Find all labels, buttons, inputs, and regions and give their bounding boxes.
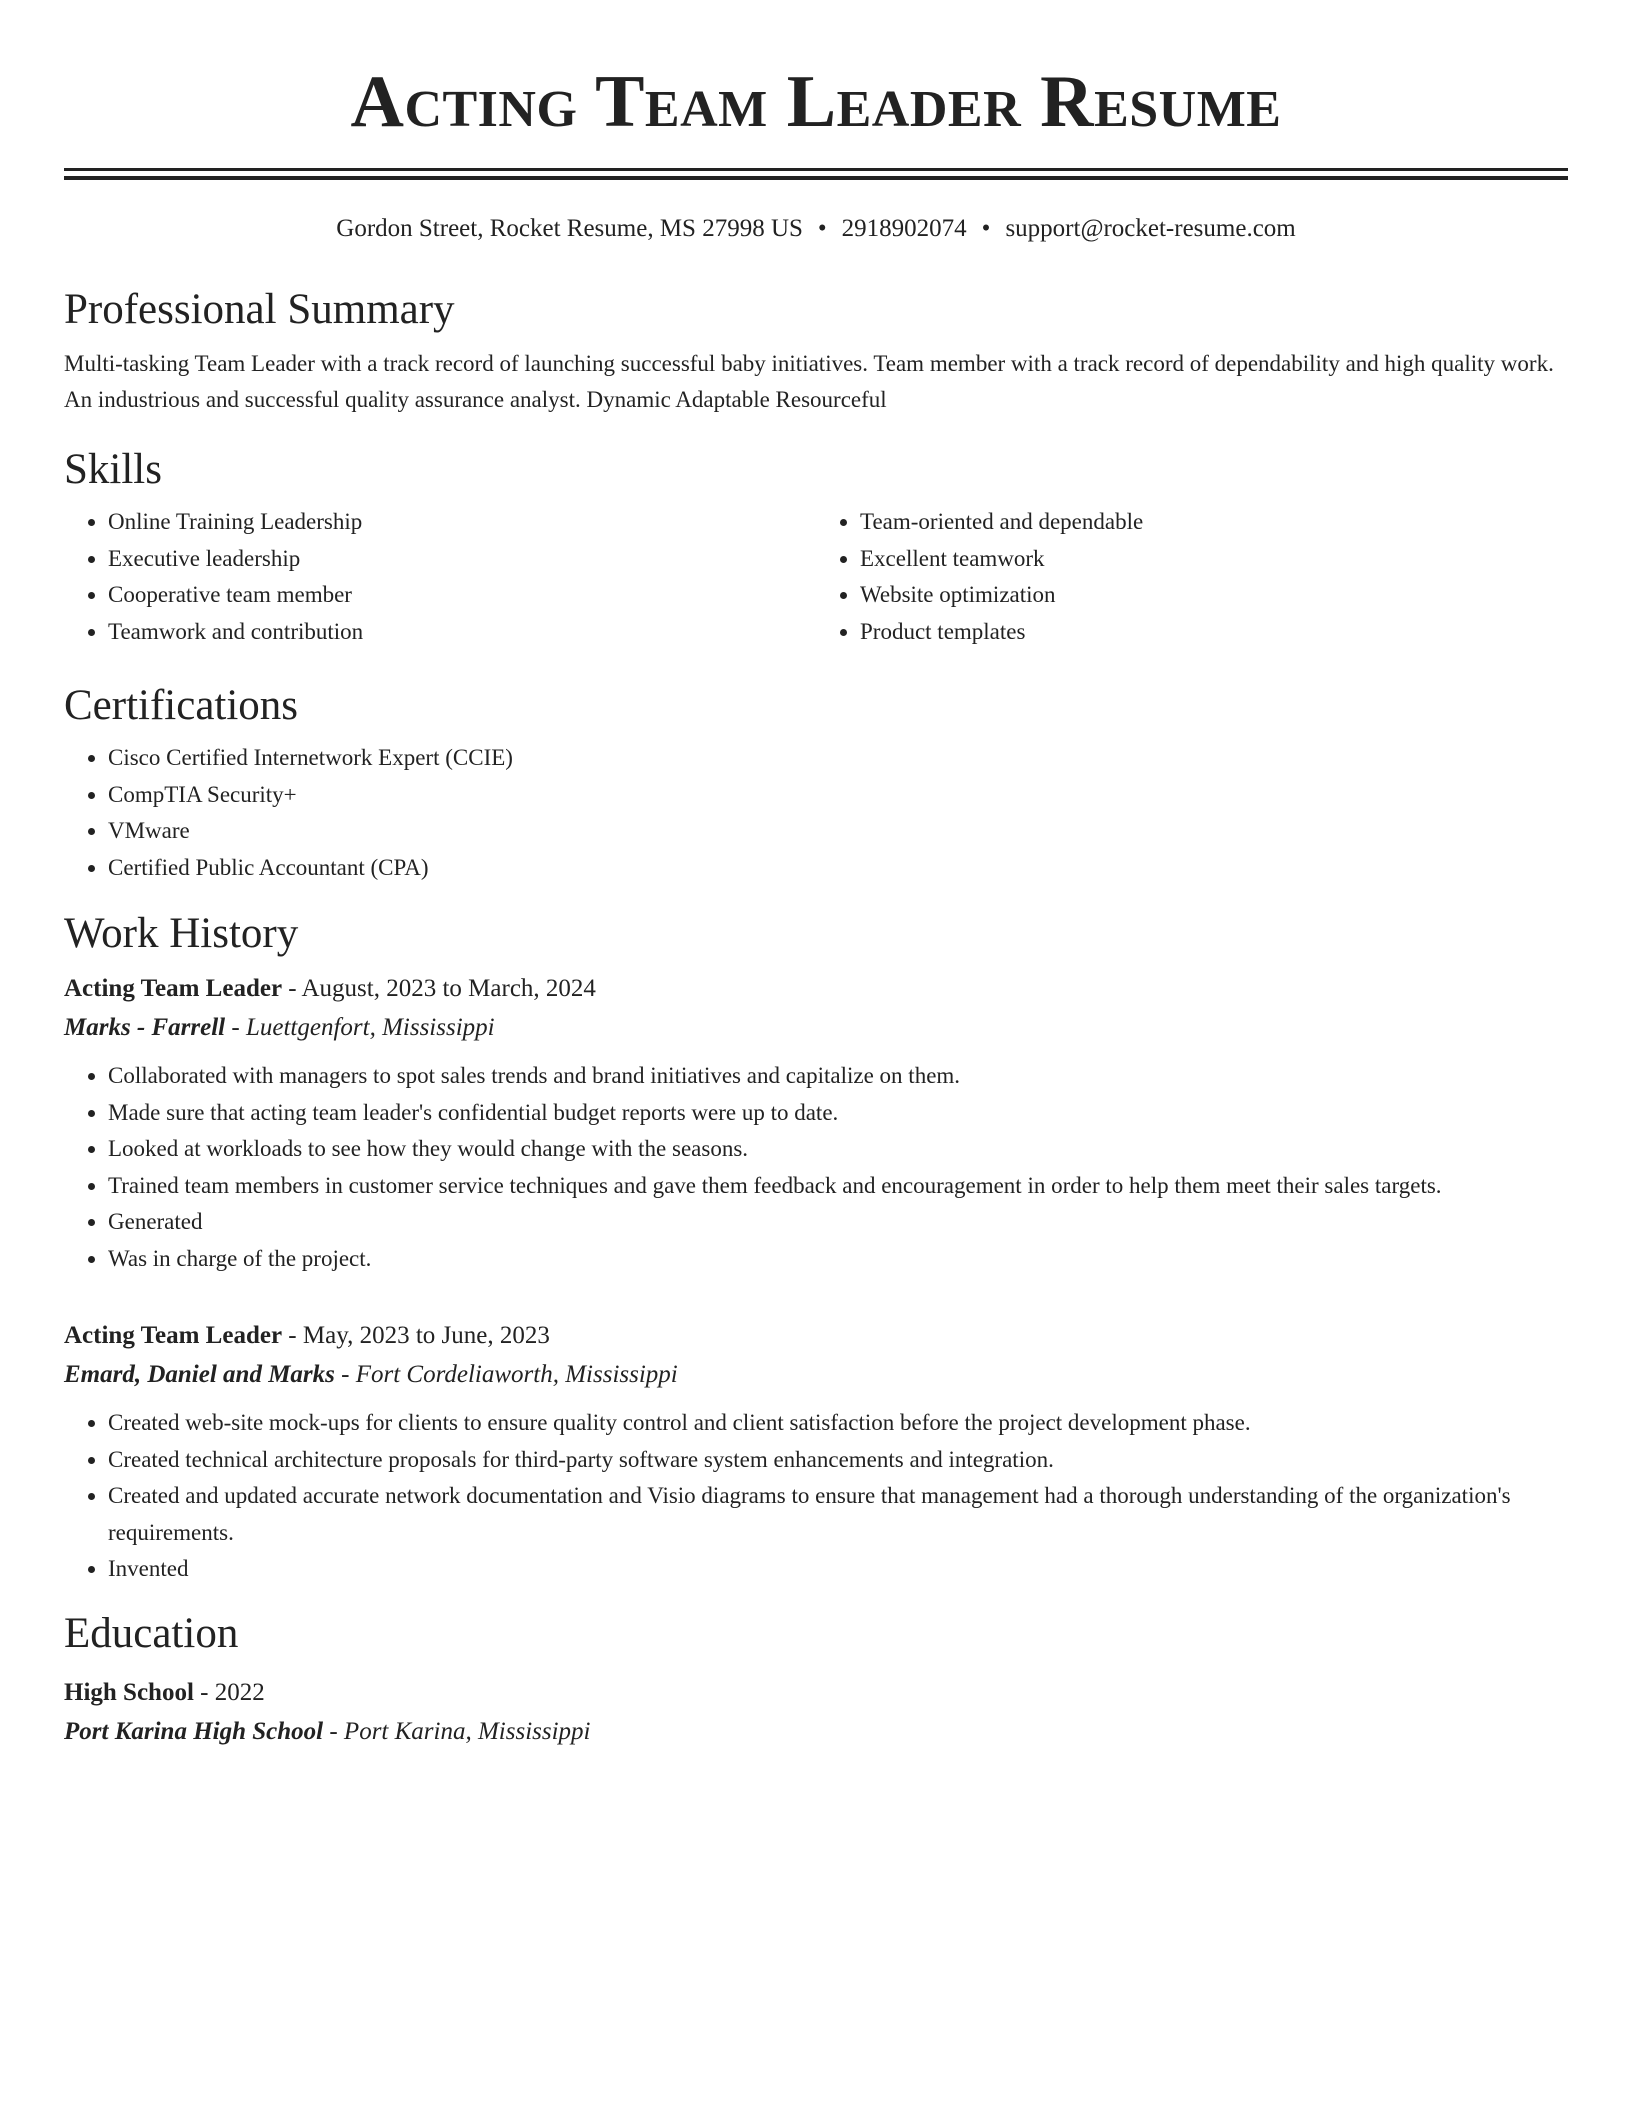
- certifications-heading: Certifications: [64, 682, 299, 729]
- job-location: - Fort Cordeliaworth, Mississippi: [334, 1361, 678, 1388]
- skills-grid: [64, 504, 1568, 650]
- contact-separator: •: [817, 215, 827, 242]
- job-title: Acting Team Leader: [64, 975, 283, 1002]
- divider-thin: [64, 168, 1568, 171]
- education-location: - Port Karina, Mississippi: [323, 1717, 591, 1745]
- contact-email: support@rocket-resume.com: [1005, 215, 1296, 242]
- summary-text: Multi-tasking Team Leader with a track record of launching successful baby initiatives. Team member with a track record of dependability and high quality work. An industrious and successful quality assurance analyst. Dynamic Adaptable Resourceful: [64, 351, 1554, 412]
- skill-item: • Executive leadership: [108, 541, 816, 578]
- certification-item: • Cisco Certified Internetwork Expert (CCIE): [108, 740, 1568, 777]
- contact-address: Gordon Street, Rocket Resume, MS 27998 US: [336, 215, 803, 242]
- contact-phone: 2918902074: [841, 215, 967, 242]
- certification-item: • VMware: [108, 813, 1568, 850]
- skill-item: • Online Training Leadership: [108, 504, 816, 541]
- job-bullet: • Created and updated accurate network documentation and Visio diagrams to ensure that management had a thorough understanding of the organization's requirements.: [108, 1478, 1568, 1551]
- education-school-line: [64, 1712, 1568, 1752]
- job-bullet: • Collaborated with managers to spot sales trends and brand initiatives and capitalize on them.: [108, 1058, 1568, 1095]
- job-title: Acting Team Leader: [64, 1322, 283, 1349]
- job-company-line: [64, 1008, 1568, 1048]
- job-company-line: [64, 1355, 1568, 1395]
- title-divider: [64, 168, 1568, 180]
- work-history-heading: Work History: [64, 910, 299, 957]
- job-dates: - August, 2023 to March, 2024: [282, 975, 596, 1002]
- skills-right-list: [816, 504, 1568, 650]
- education-school: Port Karina High School: [64, 1717, 324, 1745]
- skill-item: • Product templates: [860, 614, 1568, 651]
- job-company: Emard, Daniel and Marks: [64, 1361, 335, 1388]
- contact-line: [64, 214, 1568, 244]
- certifications-list: [64, 740, 1568, 886]
- job-entry: [64, 970, 1568, 1277]
- job-dates: - May, 2023 to June, 2023: [282, 1322, 550, 1349]
- certification-item: • CompTIA Security+: [108, 777, 1568, 814]
- skills-heading: Skills: [64, 446, 162, 493]
- education-entry: [64, 1674, 1568, 1752]
- certification-item: • Certified Public Accountant (CPA): [108, 850, 1568, 887]
- job-bullet: • Made sure that acting team leader's confidential budget reports were up to date.: [108, 1095, 1568, 1132]
- education-heading: Education: [64, 1609, 239, 1657]
- job-bullet: • Created technical architecture proposals for third-party software system enhancements and integration.: [108, 1442, 1568, 1479]
- education-degree: High School: [64, 1678, 194, 1706]
- summary-heading: Professional Summary: [64, 286, 455, 333]
- job-bullet: • Looked at workloads to see how they would change with the seasons.: [108, 1131, 1568, 1168]
- job-bullet: • Generated: [108, 1204, 1568, 1241]
- resume-title: Acting Team Leader Resume: [350, 61, 1282, 143]
- education-degree-line: [64, 1674, 1568, 1712]
- skill-item: • Cooperative team member: [108, 577, 816, 614]
- skill-item: • Excellent teamwork: [860, 541, 1568, 578]
- job-bullets: [64, 1405, 1568, 1588]
- divider-thick: [64, 176, 1568, 180]
- job-title-line: [64, 970, 1568, 1008]
- job-bullet: • Created web-site mock-ups for clients to ensure quality control and client satisfaction before the project development phase.: [108, 1405, 1568, 1442]
- job-bullet: • Invented: [108, 1551, 1568, 1588]
- job-title-line: [64, 1317, 1568, 1355]
- education-year: - 2022: [193, 1678, 265, 1706]
- job-location: - Luettgenfort, Mississippi: [225, 1014, 495, 1041]
- job-bullets: [64, 1058, 1568, 1277]
- job-bullet: • Was in charge of the project.: [108, 1241, 1568, 1278]
- skill-item: • Website optimization: [860, 577, 1568, 614]
- skill-item: • Teamwork and contribution: [108, 614, 816, 651]
- skills-left-list: [64, 504, 816, 650]
- job-bullet: • Trained team members in customer service techniques and gave them feedback and encouragement in order to help them meet their sales targets.: [108, 1168, 1568, 1205]
- contact-separator: •: [981, 215, 991, 242]
- job-company: Marks - Farrell: [64, 1014, 226, 1041]
- skill-item: • Team-oriented and dependable: [860, 504, 1568, 541]
- job-entry: [64, 1317, 1568, 1588]
- resume-page: [64, 0, 1568, 1752]
